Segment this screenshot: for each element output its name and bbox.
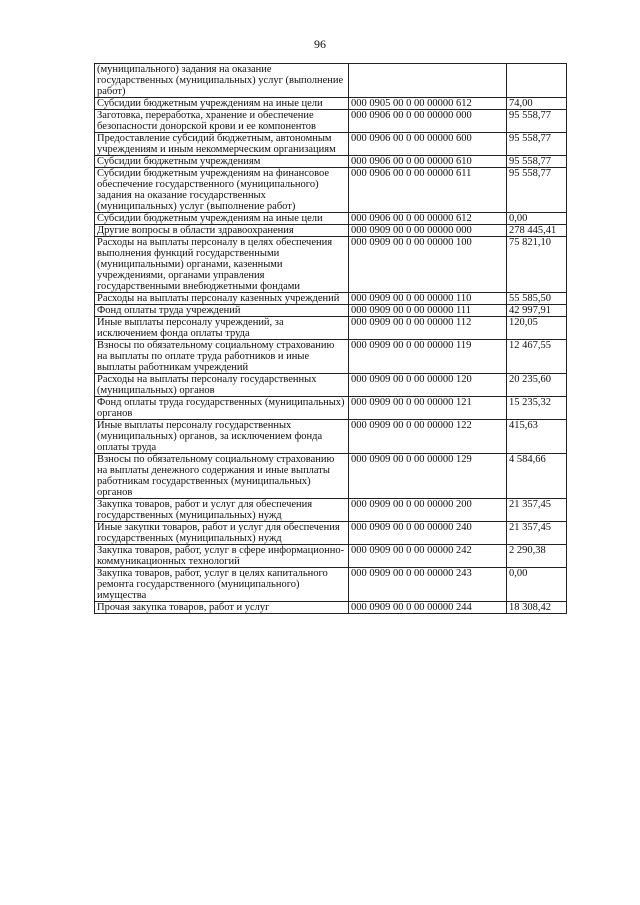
row-sum: 12 467,55 [507,340,567,374]
row-name: Субсидии бюджетным учреждениям [95,156,349,168]
budget-table-body [95,64,567,614]
row-sum: 95 558,77 [507,168,567,213]
row-code: 000 0909 00 0 00 00000 000 [349,225,507,237]
table-row [95,156,567,168]
row-sum [507,64,567,98]
row-sum: 278 445,41 [507,225,567,237]
row-sum: 95 558,77 [507,156,567,168]
row-name: Иные выплаты персоналу учреждений, за исключением фонда оплаты труда [95,317,349,340]
row-code: 000 0906 00 0 00 00000 610 [349,156,507,168]
row-name: Взносы по обязательному социальному страхованию на выплаты по оплате труда работников и иные выплаты работникам учреждений [95,340,349,374]
row-code: 000 0909 00 0 00 00000 129 [349,454,507,499]
row-name: Расходы на выплаты персоналу государственных (муниципальных) органов [95,374,349,397]
table-row [95,420,567,454]
row-sum: 2 290,38 [507,545,567,568]
row-code: 000 0906 00 0 00 00000 600 [349,133,507,156]
row-sum: 74,00 [507,98,567,110]
row-sum: 18 308,42 [507,602,567,614]
row-code: 000 0909 00 0 00 00000 120 [349,374,507,397]
row-name: Закупка товаров, работ и услуг для обеспечения государственных (муниципальных) нужд [95,499,349,522]
row-name: Взносы по обязательному социальному страхованию на выплаты денежного содержания и иные выплаты работникам государственных (муниципальных) органов [95,454,349,499]
table-row [95,454,567,499]
row-code: 000 0909 00 0 00 00000 112 [349,317,507,340]
row-code: 000 0909 00 0 00 00000 240 [349,522,507,545]
row-sum: 15 235,32 [507,397,567,420]
row-code: 000 0909 00 0 00 00000 121 [349,397,507,420]
row-sum: 55 585,50 [507,293,567,305]
row-code [349,64,507,98]
row-code: 000 0909 00 0 00 00000 200 [349,499,507,522]
row-code: 000 0909 00 0 00 00000 111 [349,305,507,317]
table-row [95,168,567,213]
row-name: Фонд оплаты труда учреждений [95,305,349,317]
row-name: Другие вопросы в области здравоохранения [95,225,349,237]
row-sum: 4 584,66 [507,454,567,499]
table-row [95,317,567,340]
row-sum: 0,00 [507,213,567,225]
budget-table [94,63,567,614]
table-row [95,522,567,545]
row-code: 000 0909 00 0 00 00000 244 [349,602,507,614]
row-code: 000 0906 00 0 00 00000 612 [349,213,507,225]
row-name: Расходы на выплаты персоналу в целях обеспечения выполнения функций государственными (муниципальными) органами, казенными учреждениями, органами управления государственными внебюджетными фондами [95,237,349,293]
row-code: 000 0909 00 0 00 00000 119 [349,340,507,374]
row-sum: 95 558,77 [507,110,567,133]
row-sum: 415,63 [507,420,567,454]
row-sum: 20 235,60 [507,374,567,397]
row-name: Закупка товаров, работ, услуг в сфере информационно-коммуникационных технологий [95,545,349,568]
table-row [95,568,567,602]
row-code: 000 0909 00 0 00 00000 122 [349,420,507,454]
row-name: Иные выплаты персоналу государственных (муниципальных) органов, за исключением фонда оплаты труда [95,420,349,454]
row-name: Заготовка, переработка, хранение и обеспечение безопасности донорской крови и ее компонентов [95,110,349,133]
row-code: 000 0909 00 0 00 00000 100 [349,237,507,293]
row-sum: 21 357,45 [507,522,567,545]
row-name: Иные закупки товаров, работ и услуг для обеспечения государственных (муниципальных) нужд [95,522,349,545]
table-row [95,602,567,614]
table-row [95,340,567,374]
row-name: Субсидии бюджетным учреждениям на финансовое обеспечение государственного (муниципального) задания на оказание государственных (муниципальных) услуг (выполнение работ) [95,168,349,213]
row-name: Предоставление субсидий бюджетным, автономным учреждениям и иным некоммерческим организациям [95,133,349,156]
row-code: 000 0909 00 0 00 00000 242 [349,545,507,568]
row-sum: 21 357,45 [507,499,567,522]
table-row [95,98,567,110]
table-row [95,133,567,156]
row-code: 000 0909 00 0 00 00000 243 [349,568,507,602]
table-row [95,374,567,397]
table-row [95,237,567,293]
row-name: Расходы на выплаты персоналу казенных учреждений [95,293,349,305]
row-sum: 95 558,77 [507,133,567,156]
row-sum: 0,00 [507,568,567,602]
row-sum: 120,05 [507,317,567,340]
row-name: (муниципального) задания на оказание государственных (муниципальных) услуг (выполнение работ) [95,64,349,98]
row-code: 000 0906 00 0 00 00000 611 [349,168,507,213]
row-name: Прочая закупка товаров, работ и услуг [95,602,349,614]
table-row [95,397,567,420]
row-name: Субсидии бюджетным учреждениям на иные цели [95,98,349,110]
table-row [95,499,567,522]
table-row [95,110,567,133]
table-row [95,293,567,305]
row-sum: 42 997,91 [507,305,567,317]
row-code: 000 0906 00 0 00 00000 000 [349,110,507,133]
row-name: Закупка товаров, работ, услуг в целях капитального ремонта государственного (муниципального) имущества [95,568,349,602]
row-sum: 75 821,10 [507,237,567,293]
row-code: 000 0909 00 0 00 00000 110 [349,293,507,305]
table-row [95,305,567,317]
row-name: Субсидии бюджетным учреждениям на иные цели [95,213,349,225]
table-row [95,545,567,568]
table-row [95,213,567,225]
table-row [95,225,567,237]
row-name: Фонд оплаты труда государственных (муниципальных) органов [95,397,349,420]
row-code: 000 0905 00 0 00 00000 612 [349,98,507,110]
table-row [95,64,567,98]
page-number: 96 [314,37,326,51]
